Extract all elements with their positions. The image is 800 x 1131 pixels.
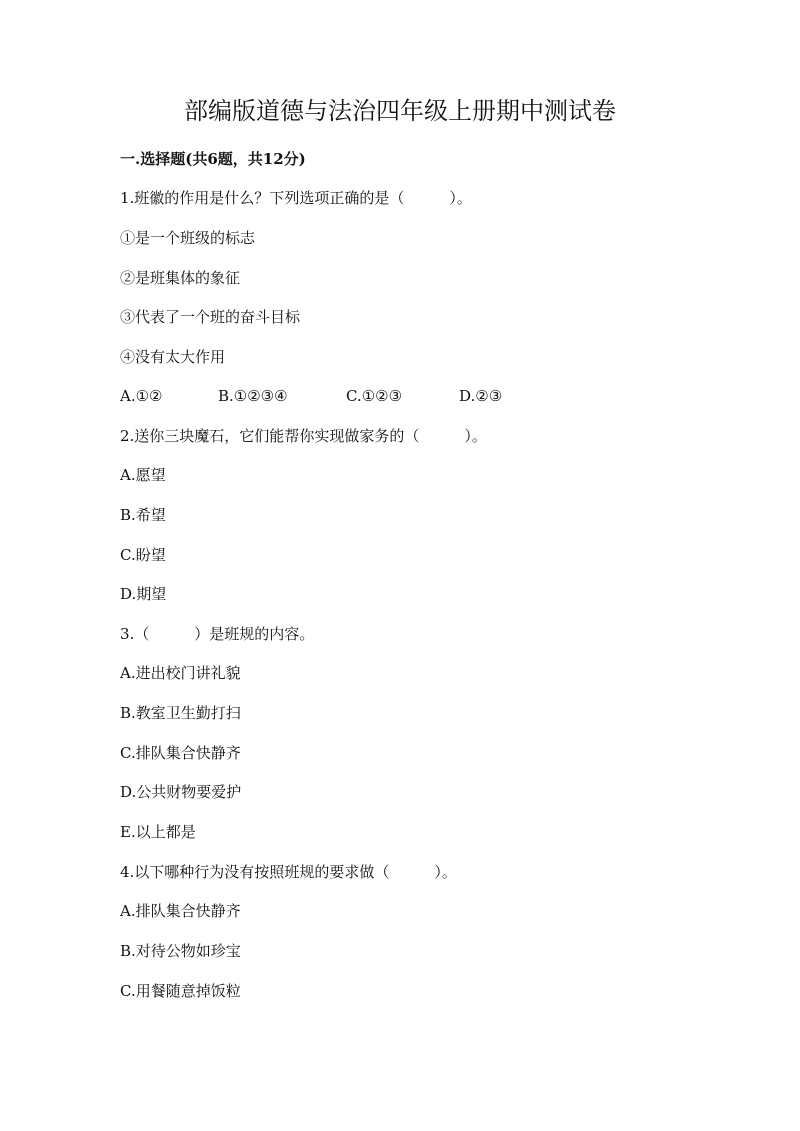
question-4-option-b: B.对待公物如珍宝: [120, 942, 241, 960]
page-title: 部编版道德与法治四年级上册期中测试卷: [184, 97, 616, 125]
question-3-option-c: C.排队集合快静齐: [120, 744, 241, 762]
question-1-option-b: B.①②③④: [218, 387, 288, 405]
question-3-stem: 3.（ ）是班规的内容。: [120, 625, 315, 643]
question-1-options: [120, 385, 680, 407]
question-1-statement-1: ①是一个班级的标志: [120, 229, 256, 247]
question-1-stem: 1.班徽的作用是什么？下列选项正确的是（ ）。: [120, 189, 472, 207]
question-1-statement-4: ④没有太大作用: [120, 348, 226, 366]
question-2-option-a: A.愿望: [120, 466, 166, 484]
question-4-option-a: A.排队集合快静齐: [120, 902, 241, 920]
question-3-option-a: A.进出校门讲礼貌: [120, 664, 241, 682]
question-1-statement-2: ②是班集体的象征: [120, 269, 241, 287]
section-heading: 一.选择题(共6题，共12分): [120, 150, 306, 168]
question-2-option-d: D.期望: [120, 585, 167, 603]
question-1-option-c: C.①②③: [346, 387, 403, 405]
question-3-option-e: E.以上都是: [120, 823, 196, 841]
question-4-option-c: C.用餐随意掉饭粒: [120, 982, 241, 1000]
question-1-option-d: D.②③: [459, 387, 503, 405]
question-1-option-a: A.①②: [120, 387, 163, 405]
question-2-option-c: C.盼望: [120, 546, 166, 564]
question-3-option-b: B.教室卫生勤打扫: [120, 704, 241, 722]
question-2-stem: 2.送你三块魔石，它们能帮你实现做家务的（ ）。: [120, 427, 487, 445]
question-1-statement-3: ③代表了一个班的奋斗目标: [120, 308, 301, 326]
question-2-option-b: B.希望: [120, 506, 166, 524]
question-4-stem: 4.以下哪种行为没有按照班规的要求做（ ）。: [120, 863, 457, 881]
question-3-option-d: D.公共财物要爱护: [120, 783, 242, 801]
